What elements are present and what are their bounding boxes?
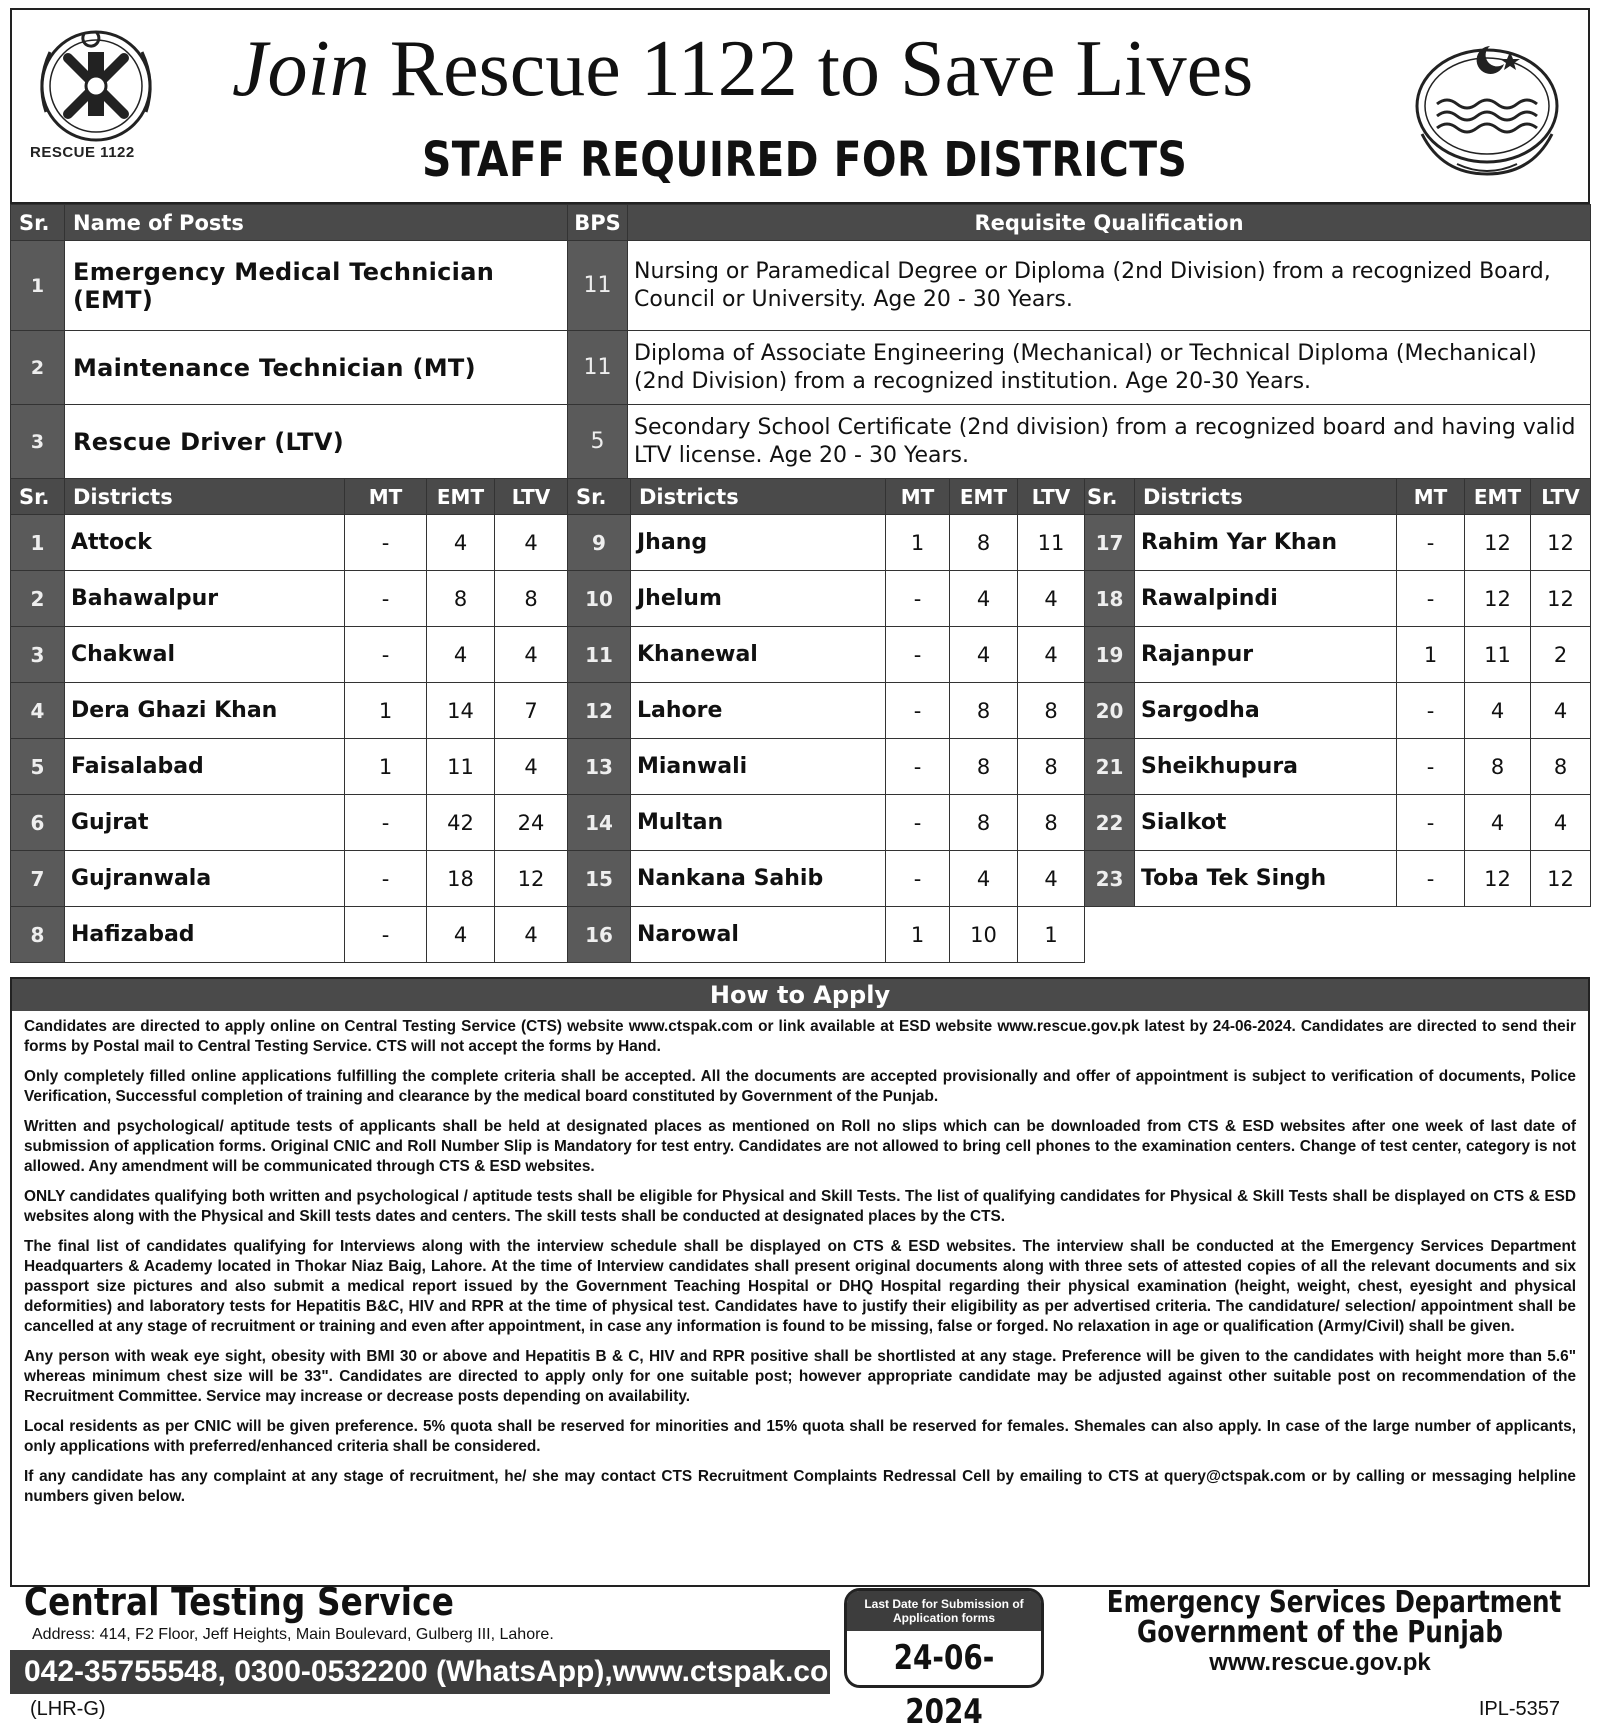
district-emt: 4 — [1465, 795, 1531, 851]
page-subtitle: STAFF REQUIRED FOR DISTRICTS — [422, 132, 1188, 188]
district-sr: 3 — [11, 627, 65, 683]
post-bps: 11 — [568, 331, 628, 405]
district-name: Faisalabad — [65, 739, 345, 795]
post-qualification: Diploma of Associate Engineering (Mechanical) or Technical Diploma (Mechanical) (2nd Division) from a recognized institution. Age 20-30 Years. — [628, 331, 1591, 405]
district-emt: 10 — [950, 907, 1018, 963]
district-sr: 11 — [568, 627, 631, 683]
district-sr: 17 — [1085, 515, 1135, 571]
district-sr: 15 — [568, 851, 631, 907]
districts-header-district: Districts — [65, 479, 345, 515]
district-name: Attock — [65, 515, 345, 571]
district-emt: 14 — [427, 683, 495, 739]
table-row — [11, 683, 1591, 739]
punjab-government-emblem-icon — [1402, 24, 1572, 184]
district-sr: 8 — [11, 907, 65, 963]
table-row — [11, 851, 1591, 907]
district-ltv: 12 — [1531, 851, 1591, 907]
district-sr: 10 — [568, 571, 631, 627]
district-ltv: 12 — [495, 851, 568, 907]
esd-website: www.rescue.gov.pk — [1209, 1649, 1431, 1676]
how-to-apply-title: How to Apply — [12, 979, 1588, 1011]
district-emt: 8 — [950, 795, 1018, 851]
district-name: Sialkot — [1135, 795, 1397, 851]
post-bps: 5 — [568, 405, 628, 479]
esd-government: Government of the Punjab — [1136, 1615, 1504, 1650]
district-sr: 16 — [568, 907, 631, 963]
post-name: Rescue Driver (LTV) — [65, 405, 568, 479]
district-emt: 4 — [950, 627, 1018, 683]
district-sr: 22 — [1085, 795, 1135, 851]
how-to-apply-section — [10, 977, 1590, 1587]
district-mt: - — [345, 571, 427, 627]
district-mt: - — [1397, 851, 1465, 907]
district-mt: 1 — [886, 515, 950, 571]
district-mt: - — [886, 571, 950, 627]
how-to-apply-body — [12, 1011, 1588, 1523]
district-emt: 11 — [1465, 627, 1531, 683]
apply-paragraph: Candidates are directed to apply online on Central Testing Service (CTS) website www.ctspak.com or link available at ESD website www.rescue.gov.pk latest by 24-06-2024. Candidates are directed to send their forms by Postal mail to Central Testing Service. CTS will not accept the forms by Hand. — [24, 1018, 1576, 1055]
district-mt: - — [345, 515, 427, 571]
district-ltv: 4 — [1531, 795, 1591, 851]
table-row — [11, 795, 1591, 851]
apply-paragraph: If any candidate has any complaint at any stage of recruitment, he/ she may contact CTS Recruitment Complaints Redressal Cell by emailing to CTS at query@ctspak.com or by calling or messaging helpline numbers given below. — [24, 1468, 1576, 1505]
table-row — [11, 241, 1591, 331]
district-mt: - — [886, 683, 950, 739]
district-sr: 21 — [1085, 739, 1135, 795]
district-ltv: 4 — [1018, 571, 1085, 627]
districts-table — [10, 478, 1591, 963]
district-name: Jhelum — [631, 571, 886, 627]
district-ltv: 2 — [1531, 627, 1591, 683]
apply-paragraph: Any person with weak eye sight, obesity with BMI 30 or above and Hepatitis B & C, HIV and RPR positive shall be shortlisted at any stage. Preference will be given to the candidates with height more than 5.6" whereas minimum chest size will be 33". Candidates are directed to apply only for one suitable post; however appropriate candidate may be adjusted against other suitable post on recommendation of the Recruitment Committee. Service may increase or decrease posts depending on availability. — [24, 1348, 1576, 1405]
post-sr: 3 — [11, 405, 65, 479]
post-name: Maintenance Technician (MT) — [65, 331, 568, 405]
district-emt: 11 — [427, 739, 495, 795]
district-mt: 1 — [886, 907, 950, 963]
districts-header-ltv: LTV — [1531, 479, 1591, 515]
district-ltv: 4 — [495, 907, 568, 963]
district-name: Jhang — [631, 515, 886, 571]
apply-paragraph: The final list of candidates qualifying for Interviews along with the interview schedule shall be displayed on CTS & ESD websites. The interview shall be conducted at the Emergency Services Department Headquarters & Academy located in Thokar Niaz Baig, Lahore. At the time of Interview candidates shall present original documents along with three sets of attested copies of all the relevant documents and six passport size pictures and also submit a medical report issued by the Government Teaching Hospital or DHQ Hospital regarding their physical examination (height, weight, chest, eyesight and physical deformities) and laboratory tests for Hepatitis B&C, HIV and RPR at the time of physical test. Candidates have to justify their eligibility as per advertised criteria. The candidature/ selection/ appointment shall be cancelled at any stage of recruitment or training and even after appointment, in case any information is found to be missing, false or forged. No relaxation in age or qualification (Army/Civil) shall be given. — [24, 1238, 1576, 1335]
district-mt: - — [1397, 571, 1465, 627]
deadline-label: Last Date for Submission of Application forms — [847, 1591, 1041, 1631]
district-emt: 12 — [1465, 571, 1531, 627]
district-sr: 23 — [1085, 851, 1135, 907]
posts-header-bps: BPS — [568, 205, 628, 241]
district-ltv: 7 — [495, 683, 568, 739]
posts-header-name: Name of Posts — [65, 205, 568, 241]
empty-cell — [1531, 907, 1591, 963]
district-ltv: 4 — [495, 627, 568, 683]
districts-header-emt: EMT — [1465, 479, 1531, 515]
district-name: Sargodha — [1135, 683, 1397, 739]
title-rest: Rescue 1122 to Save Lives — [389, 25, 1254, 113]
post-sr: 2 — [11, 331, 65, 405]
apply-paragraph: ONLY candidates qualifying both written and psychological / aptitude tests shall be eligible for Physical and Skill Tests. The list of qualifying candidates for Physical & Skill Tests shall be displayed on CTS & ESD websites along with the Physical and Skill tests dates and centers. The skill tests shall be conducted at designated places by the CTS. — [24, 1188, 1576, 1225]
table-row — [11, 405, 1591, 479]
district-mt: 1 — [345, 739, 427, 795]
district-emt: 4 — [950, 851, 1018, 907]
table-row — [11, 739, 1591, 795]
district-name: Hafizabad — [65, 907, 345, 963]
districts-header-sr: Sr. — [568, 479, 631, 515]
district-name: Dera Ghazi Khan — [65, 683, 345, 739]
post-bps: 11 — [568, 241, 628, 331]
district-emt: 8 — [950, 739, 1018, 795]
district-name: Gujranwala — [65, 851, 345, 907]
posts-header-qualification: Requisite Qualification — [628, 205, 1591, 241]
advertisement — [10, 8, 1590, 1723]
district-ltv: 4 — [495, 515, 568, 571]
district-name: Rajanpur — [1135, 627, 1397, 683]
district-mt: - — [345, 627, 427, 683]
apply-paragraph: Local residents as per CNIC will be given preference. 5% quota shall be reserved for minorities and 15% quota shall be reserved for females. Shemales can also apply. In case of the large number of applicants, only applications with preferred/enhanced criteria shall be considered. — [24, 1418, 1576, 1455]
district-mt: - — [886, 627, 950, 683]
district-mt: - — [345, 907, 427, 963]
cts-name: Central Testing Service — [24, 1580, 455, 1624]
district-mt: - — [345, 795, 427, 851]
district-sr: 4 — [11, 683, 65, 739]
posts-table — [10, 204, 1591, 479]
districts-header-mt: MT — [886, 479, 950, 515]
district-sr: 12 — [568, 683, 631, 739]
footer — [10, 1576, 1590, 1723]
post-sr: 1 — [11, 241, 65, 331]
district-ltv: 12 — [1531, 515, 1591, 571]
district-mt: 1 — [1397, 627, 1465, 683]
districts-header-emt: EMT — [950, 479, 1018, 515]
esd-name: Emergency Services Department — [1106, 1585, 1562, 1620]
district-sr: 13 — [568, 739, 631, 795]
district-mt: - — [886, 851, 950, 907]
district-mt: - — [1397, 515, 1465, 571]
district-mt: 1 — [345, 683, 427, 739]
district-emt: 12 — [1465, 515, 1531, 571]
district-emt: 8 — [950, 515, 1018, 571]
table-row — [11, 907, 1591, 963]
district-name: Nankana Sahib — [631, 851, 886, 907]
table-row — [11, 515, 1591, 571]
district-mt: - — [345, 851, 427, 907]
districts-header-ltv: LTV — [495, 479, 568, 515]
district-ltv: 1 — [1018, 907, 1085, 963]
district-emt: 42 — [427, 795, 495, 851]
district-mt: - — [1397, 739, 1465, 795]
district-name: Khanewal — [631, 627, 886, 683]
district-mt: - — [886, 795, 950, 851]
district-sr: 2 — [11, 571, 65, 627]
district-emt: 12 — [1465, 851, 1531, 907]
districts-header-mt: MT — [1397, 479, 1465, 515]
district-emt: 4 — [427, 515, 495, 571]
district-name: Rahim Yar Khan — [1135, 515, 1397, 571]
district-sr: 19 — [1085, 627, 1135, 683]
posts-header-sr: Sr. — [11, 205, 65, 241]
post-qualification: Nursing or Paramedical Degree or Diploma (2nd Division) from a recognized Board, Council or University. Age 20 - 30 Years. — [628, 241, 1591, 331]
district-ltv: 24 — [495, 795, 568, 851]
district-emt: 18 — [427, 851, 495, 907]
post-name: Emergency Medical Technician (EMT) — [65, 241, 568, 331]
district-ltv: 4 — [495, 739, 568, 795]
district-ltv: 4 — [1018, 851, 1085, 907]
district-name: Sheikhupura — [1135, 739, 1397, 795]
district-sr: 9 — [568, 515, 631, 571]
districts-table-body — [11, 479, 1591, 963]
district-emt: 4 — [950, 571, 1018, 627]
empty-cell — [1397, 907, 1465, 963]
district-emt: 8 — [427, 571, 495, 627]
page-title — [232, 24, 1352, 115]
esd-block — [1060, 1585, 1580, 1678]
districts-header-emt: EMT — [427, 479, 495, 515]
table-row — [11, 571, 1591, 627]
district-name: Lahore — [631, 683, 886, 739]
district-name: Multan — [631, 795, 886, 851]
district-name: Rawalpindi — [1135, 571, 1397, 627]
district-ltv: 8 — [1018, 739, 1085, 795]
district-name: Mianwali — [631, 739, 886, 795]
rescue-logo-text: RESCUE 1122 — [30, 144, 135, 161]
empty-cell — [1085, 907, 1135, 963]
deadline-box — [844, 1588, 1044, 1723]
district-name: Chakwal — [65, 627, 345, 683]
district-ltv: 8 — [1018, 795, 1085, 851]
post-qualification: Secondary School Certificate (2nd division) from a recognized board and having valid LTV license. Age 20 - 30 Years. — [628, 405, 1591, 479]
district-ltv: 4 — [1018, 627, 1085, 683]
district-mt: - — [886, 739, 950, 795]
district-emt: 4 — [1465, 683, 1531, 739]
district-ltv: 4 — [1531, 683, 1591, 739]
district-ltv: 12 — [1531, 571, 1591, 627]
district-name: Toba Tek Singh — [1135, 851, 1397, 907]
table-row — [11, 627, 1591, 683]
district-sr: 20 — [1085, 683, 1135, 739]
table-row — [11, 331, 1591, 405]
district-name: Narowal — [631, 907, 886, 963]
district-emt: 8 — [1465, 739, 1531, 795]
district-mt: - — [1397, 683, 1465, 739]
header — [10, 8, 1590, 204]
district-ltv: 8 — [1531, 739, 1591, 795]
district-sr: 6 — [11, 795, 65, 851]
empty-cell — [1465, 907, 1531, 963]
cts-address: Address: 414, F2 Floor, Jeff Heights, Main Boulevard, Gulberg III, Lahore. — [32, 1626, 554, 1643]
district-emt: 4 — [427, 907, 495, 963]
district-sr: 7 — [11, 851, 65, 907]
apply-paragraph: Only completely filled online applications fulfilling the complete criteria shall be accepted. All the documents are accepted provisionally and offer of appointment is subject to verification of documents, Police Verification, Successful completion of training and clearance by the medical board constituted by Government of the Punjab. — [24, 1068, 1576, 1105]
district-ltv: 8 — [495, 571, 568, 627]
districts-header-district: Districts — [631, 479, 886, 515]
cts-phone: 042-35755548, 0300-0532200 (WhatsApp),www.ctspak.com — [10, 1650, 830, 1694]
deadline-date: 24-06-2024 — [893, 1638, 995, 1723]
districts-header-ltv: LTV — [1018, 479, 1085, 515]
code-left: (LHR-G) — [30, 1698, 106, 1720]
apply-paragraph: Written and psychological/ aptitude tests of applicants shall be held at designated places as mentioned on Roll no slips which can be downloaded from CTS & ESD websites after one week of last date of submission of application forms. Original CNIC and Roll Number Slip is Mandatory for test entry. Candidates are not allowed to bring cell phones to the examination centers. Change of test center, category is not allowed. Any amendment will be communicated through CTS & ESD websites. — [24, 1118, 1576, 1175]
empty-cell — [1135, 907, 1397, 963]
district-emt: 8 — [950, 683, 1018, 739]
district-sr: 14 — [568, 795, 631, 851]
districts-header-sr: Sr. — [11, 479, 65, 515]
district-sr: 18 — [1085, 571, 1135, 627]
district-ltv: 8 — [1018, 683, 1085, 739]
district-mt: - — [1397, 795, 1465, 851]
district-name: Gujrat — [65, 795, 345, 851]
district-sr: 1 — [11, 515, 65, 571]
district-ltv: 11 — [1018, 515, 1085, 571]
code-right: IPL-5357 — [1478, 1698, 1560, 1720]
districts-header-district: Districts — [1135, 479, 1397, 515]
district-emt: 4 — [427, 627, 495, 683]
district-name: Bahawalpur — [65, 571, 345, 627]
districts-header-mt: MT — [345, 479, 427, 515]
district-sr: 5 — [11, 739, 65, 795]
title-join: Join — [232, 25, 370, 113]
districts-header-sr: Sr. — [1085, 479, 1135, 515]
